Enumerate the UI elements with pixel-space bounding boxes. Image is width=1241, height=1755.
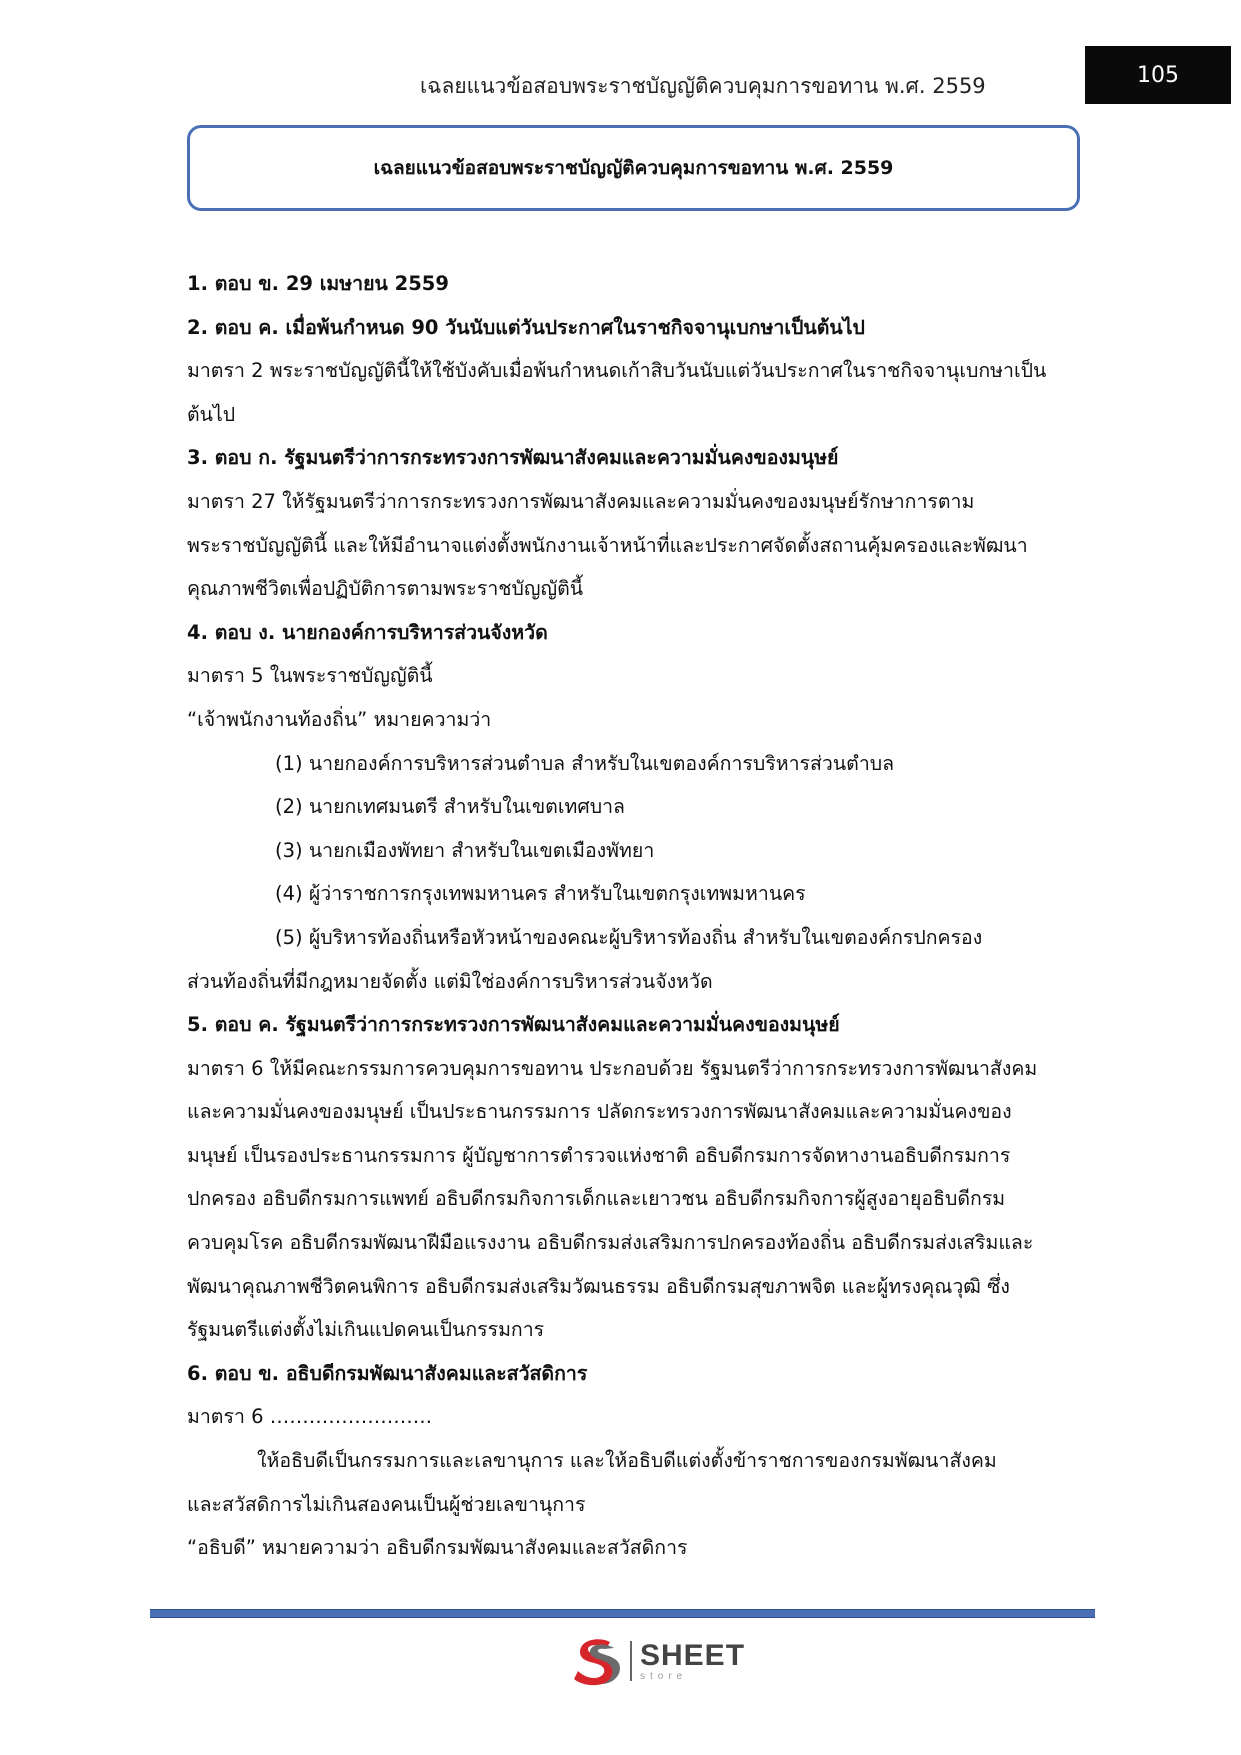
body-line: (1) นายกองค์การบริหารส่วนตำบล สำหรับในเขตองค์การบริหารส่วนตำบล [275,751,895,775]
title-text: เฉลยแนวข้อสอบพระราชบัญญัติควบคุมการขอทาน พ.ศ. 2559 [373,157,894,179]
logo-text [640,1638,746,1682]
body-line: คุณภาพชีวิตเพื่อปฏิบัติการตามพระราชบัญญัตินี้ [187,577,584,601]
page-number: 105 [1085,46,1231,104]
answer-heading: 5. ตอบ ค. รัฐมนตรีว่าการกระทรวงการพัฒนาสังคมและความมั่นคงของมนุษย์ [187,1013,840,1037]
body-line: (3) นายกเมืองพัทยา สำหรับในเขตเมืองพัทยา [275,838,655,862]
body-line: มาตรา 5 ในพระราชบัญญัตินี้ [187,664,433,688]
body-line: (4) ผู้ว่าราชการกรุงเทพมหานคร สำหรับในเขตกรุงเทพมหานคร [275,882,806,906]
footer-rule [150,1609,1095,1618]
body-line: มาตรา 6 ……………………. [187,1405,432,1429]
body-line: ควบคุมโรค อธิบดีกรมพัฒนาฝีมือแรงงาน อธิบดีกรมส่งเสริมการปกครองท้องถิ่น อธิบดีกรมส่งเสริมและ [187,1231,1034,1255]
body-line: และสวัสดิการไม่เกินสองคนเป็นผู้ช่วยเลขานุการ [187,1492,586,1516]
logo-sub: store [640,1670,688,1682]
answer-heading: 4. ตอบ ง. นายกองค์การบริหารส่วนจังหวัด [187,620,548,644]
answer-heading: 3. ตอบ ก. รัฐมนตรีว่าการกระทรวงการพัฒนาสังคมและความมั่นคงของมนุษย์ [187,446,839,470]
answer-content [187,262,1087,1570]
body-line: “เจ้าพนักงานท้องถิ่น” หมายความว่า [187,707,492,731]
body-line: มาตรา 27 ให้รัฐมนตรีว่าการกระทรวงการพัฒนาสังคมและความมั่นคงของมนุษย์รักษาการตาม [187,489,975,513]
logo-word: SHEET [640,1638,746,1672]
title-box [187,125,1080,211]
body-line: ให้อธิบดีเป็นกรรมการและเลขานุการ และให้อธิบดีแต่งตั้งข้าราชการของกรมพัฒนาสังคม [257,1449,997,1473]
answer-heading: 1. ตอบ ข. 29 เมษายน 2559 [187,272,449,295]
body-line: พัฒนาคุณภาพชีวิตคนพิการ อธิบดีกรมส่งเสริมวัฒนธรรม อธิบดีกรมสุขภาพจิต และผู้ทรงคุณวุฒิ ซึ่ง [187,1274,1010,1298]
body-line: มาตรา 6 ให้มีคณะกรรมการควบคุมการขอทาน ประกอบด้วย รัฐมนตรีว่าการกระทรวงการพัฒนาสังคม [187,1056,1038,1080]
body-line: ปกครอง อธิบดีกรมการแพทย์ อธิบดีกรมกิจการเด็กและเยาวชน อธิบดีกรมกิจการผู้สูงอายุอธิบดีกรม [187,1187,1006,1211]
footer-logo [570,1634,745,1688]
body-line: และความมั่นคงของมนุษย์ เป็นประธานกรรมการ ปลัดกระทรวงการพัฒนาสังคมและความมั่นคงของ [187,1100,1012,1124]
answer-heading: 2. ตอบ ค. เมื่อพ้นกำหนด 90 วันนับแต่วันประกาศในราชกิจจานุเบกษาเป็นต้นไป [187,315,865,339]
answer-heading: 6. ตอบ ข. อธิบดีกรมพัฒนาสังคมและสวัสดิการ [187,1361,588,1385]
body-line: มนุษย์ เป็นรองประธานกรรมการ ผู้บัญชาการตำรวจแห่งชาติ อธิบดีกรมการจัดหางานอธิบดีกรมการ [187,1143,1011,1167]
body-line: (5) ผู้บริหารท้องถิ่นหรือหัวหน้าของคณะผู้บริหารท้องถิ่น สำหรับในเขตองค์กรปกครอง [275,925,983,949]
body-line: พระราชบัญญัตินี้ และให้มีอำนาจแต่งตั้งพนักงานเจ้าหน้าที่และประกาศจัดตั้งสถานคุ้มครองและพัฒนา [187,533,1028,557]
logo-divider [630,1641,632,1681]
body-line: ส่วนท้องถิ่นที่มีกฎหมายจัดตั้ง แต่มิใช่องค์การบริหารส่วนจังหวัด [187,969,713,993]
body-line: รัฐมนตรีแต่งตั้งไม่เกินแปดคนเป็นกรรมการ [187,1318,545,1342]
body-line: “อธิบดี” หมายความว่า อธิบดีกรมพัฒนาสังคมและสวัสดิการ [187,1536,688,1560]
body-line: (2) นายกเทศมนตรี สำหรับในเขตเทศบาล [275,795,625,819]
body-line: มาตรา 2 พระราชบัญญัตินี้ให้ใช้บังคับเมื่อพ้นกำหนดเก้าสิบวันนับแต่วันประกาศในราชกิจจานุเบกษาเป็น [187,359,1047,383]
running-header: เฉลยแนวข้อสอบพระราชบัญญัติควบคุมการขอทาน พ.ศ. 2559 [420,74,986,98]
sheetstore-s-logo-icon [570,1634,622,1688]
body-line: ต้นไป [187,402,236,426]
